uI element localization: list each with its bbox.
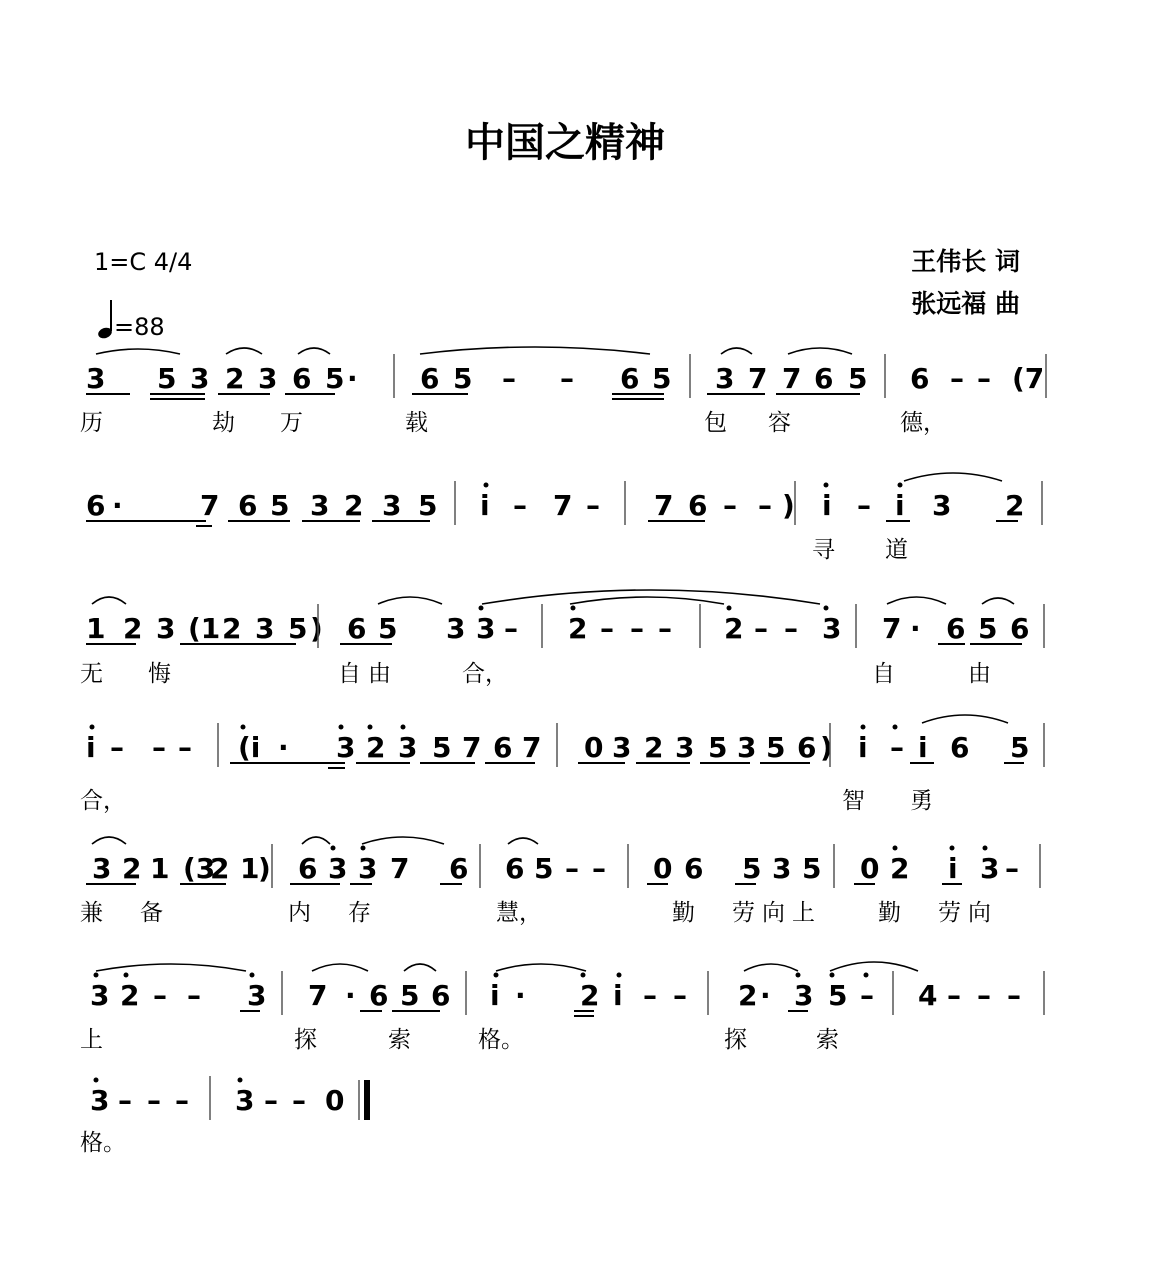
note-symbol: (1: [188, 612, 221, 645]
note-symbol: –: [513, 489, 527, 522]
note-symbol: i: [480, 489, 490, 522]
note-symbol: 2: [890, 852, 910, 885]
note-symbol: ): [258, 852, 271, 885]
note-symbol: ·: [347, 362, 358, 395]
notation-row: [80, 731, 1029, 814]
octave-dot: [617, 973, 622, 978]
note-symbol: 3: [932, 489, 952, 522]
note-symbol: 6: [620, 362, 640, 395]
octave-dot: [484, 483, 489, 488]
note-symbol: 2: [122, 852, 142, 885]
note-symbol: 3: [822, 612, 842, 645]
lyric-syllable: 慧，: [496, 900, 542, 926]
slur-arc: [830, 962, 918, 971]
octave-dot: [824, 483, 829, 488]
note-symbol: –: [1007, 979, 1021, 1012]
note-symbol: 3: [336, 731, 356, 764]
key-signature: 1=C 4/4: [94, 248, 193, 276]
note-symbol: 2: [344, 489, 364, 522]
note-symbol: 7: [748, 362, 768, 395]
slur-arc: [922, 715, 1008, 723]
note-symbol: 6: [238, 489, 258, 522]
tempo-text: =88: [114, 313, 165, 341]
note-symbol: i: [822, 489, 832, 522]
octave-dot: [90, 725, 95, 730]
note-symbol: 5: [766, 731, 786, 764]
note-symbol: 5: [432, 731, 452, 764]
note-symbol: –: [592, 852, 606, 885]
octave-dot: [94, 1078, 99, 1083]
note-symbol: 2: [366, 731, 386, 764]
note-symbol: 3: [255, 612, 275, 645]
note-symbol: –: [600, 612, 614, 645]
note-symbol: 3: [612, 731, 632, 764]
octave-dot: [250, 973, 255, 978]
lyric-syllable: 劫: [212, 410, 235, 436]
note-symbol: –: [152, 731, 166, 764]
note-symbol: 3: [446, 612, 466, 645]
lyric-syllable: 道: [885, 537, 908, 563]
note-symbol: ): [310, 612, 323, 645]
note-symbol: 2: [1005, 489, 1025, 522]
note-symbol: 2: [738, 979, 758, 1012]
lyric-syllable: 勤: [672, 900, 695, 926]
octave-dot: [861, 725, 866, 730]
note-symbol: 5: [978, 612, 998, 645]
note-symbol: 7: [308, 979, 328, 1012]
note-symbol: 5: [802, 852, 822, 885]
note-symbol: 5: [828, 979, 848, 1012]
note-symbol: –: [977, 362, 991, 395]
octave-dot: [94, 973, 99, 978]
note-symbol: ·: [278, 731, 289, 764]
octave-dot: [401, 725, 406, 730]
note-symbol: 6: [684, 852, 704, 885]
octave-dot: [983, 846, 988, 851]
note-symbol: 1: [150, 852, 170, 885]
slur-arc: [721, 348, 752, 354]
note-symbol: ): [782, 489, 795, 522]
lyric-syllable: 无: [80, 661, 103, 687]
lyric-syllable: 由: [368, 661, 391, 687]
note-symbol: 2: [644, 731, 664, 764]
note-symbol: 3: [156, 612, 176, 645]
slur-arc: [887, 597, 946, 604]
lyric-syllable: 探: [294, 1027, 317, 1053]
note-symbol: (i: [238, 731, 261, 764]
note-symbol: i: [948, 852, 958, 885]
notation-row: [80, 1084, 344, 1156]
slur-arc: [378, 597, 442, 604]
notation-rows: [80, 362, 1044, 1156]
lyric-syllable: 兼: [80, 900, 103, 926]
lyric-syllable: 自: [338, 661, 361, 687]
note-symbol: 5: [534, 852, 554, 885]
note-symbol: 3: [92, 852, 112, 885]
note-symbol: 5: [652, 362, 672, 395]
octave-dot: [893, 725, 898, 730]
note-symbol: 3: [794, 979, 814, 1012]
note-symbol: 3: [675, 731, 695, 764]
note-symbol: 7: [390, 852, 410, 885]
octave-dot: [368, 725, 373, 730]
slur-arc: [92, 597, 126, 604]
slur-arc: [496, 964, 586, 971]
note-symbol: 5: [453, 362, 473, 395]
slur-arc: [788, 348, 852, 354]
lyric-syllable: 合，: [462, 661, 508, 687]
lyric-syllable: 勇: [910, 788, 933, 814]
slur-arc: [312, 964, 368, 971]
note-symbol: 5: [848, 362, 868, 395]
note-symbol: 2: [580, 979, 600, 1012]
note-symbol: i: [858, 731, 868, 764]
note-symbol: 7: [882, 612, 902, 645]
note-symbol: 3: [328, 852, 348, 885]
octave-dot: [581, 973, 586, 978]
note-symbol: –: [857, 489, 871, 522]
lyric-syllable: 合，: [80, 788, 126, 814]
lyric-syllable: 智: [842, 788, 865, 814]
octave-dot: [824, 606, 829, 611]
note-symbol: 0: [860, 852, 880, 885]
note-symbol: –: [153, 979, 167, 1012]
lyric-syllable: 勤: [878, 900, 901, 926]
note-symbol: i: [490, 979, 500, 1012]
note-symbol: –: [502, 362, 516, 395]
octave-dot: [893, 846, 898, 851]
note-symbol: –: [565, 852, 579, 885]
note-symbol: 6: [950, 731, 970, 764]
note-symbol: 0: [653, 852, 673, 885]
note-symbol: –: [147, 1084, 161, 1117]
octave-dot: [494, 973, 499, 978]
octave-dot: [950, 846, 955, 851]
slur-arc: [508, 838, 538, 844]
note-symbol: i: [918, 731, 928, 764]
lyric-syllable: 劳: [732, 900, 755, 926]
tempo-mark: [97, 300, 165, 341]
slur-arc: [982, 598, 1014, 604]
slur-arc: [96, 964, 246, 971]
note-symbol: –: [890, 731, 904, 764]
note-symbol: –: [950, 362, 964, 395]
lyric-syllable: 存: [348, 900, 371, 926]
notation-row: [80, 362, 1044, 436]
note-symbol: 3: [235, 1084, 255, 1117]
note-symbol: –: [784, 612, 798, 645]
note-symbol: –: [560, 362, 574, 395]
note-symbol: 1: [86, 612, 106, 645]
note-symbol: –: [860, 979, 874, 1012]
lyric-syllable: 悔: [148, 661, 171, 687]
lyric-syllable: 寻: [812, 537, 835, 563]
note-symbol: –: [723, 489, 737, 522]
note-symbol: (3: [183, 852, 216, 885]
slur-arc: [744, 964, 798, 971]
note-symbol: –: [754, 612, 768, 645]
lyric-syllable: 向: [968, 900, 991, 926]
note-symbol: 2: [222, 612, 242, 645]
slur-arc: [904, 473, 1002, 481]
note-symbol: –: [292, 1084, 306, 1117]
lyric-syllable: 格。: [478, 1027, 524, 1053]
note-symbol: 5: [742, 852, 762, 885]
lyric-syllable: 历: [80, 410, 103, 436]
note-symbol: 6: [347, 612, 367, 645]
note-symbol: –: [187, 979, 201, 1012]
note-symbol: ·: [112, 489, 123, 522]
slur-arc: [96, 349, 180, 354]
note-symbol: i: [613, 979, 623, 1012]
note-symbol: 7: [553, 489, 573, 522]
lyric-syllable: 上: [80, 1027, 103, 1053]
note-symbol: ·: [910, 612, 921, 645]
lyric-syllable: 索: [388, 1027, 411, 1053]
note-symbol: 2: [123, 612, 143, 645]
note-symbol: –: [586, 489, 600, 522]
note-symbol: 2: [210, 852, 230, 885]
note-symbol: 3: [190, 362, 210, 395]
lyricist: 王伟长 词: [911, 247, 1020, 276]
note-symbol: 3: [772, 852, 792, 885]
note-symbol: ·: [345, 979, 356, 1012]
lyric-syllable: 劳: [938, 900, 961, 926]
note-symbol: 4: [918, 979, 938, 1012]
octave-dot: [864, 973, 869, 978]
note-symbol: –: [118, 1084, 132, 1117]
note-symbol: 6: [1010, 612, 1030, 645]
note-symbol: 3: [90, 979, 110, 1012]
note-symbol: 3: [86, 362, 106, 395]
final-bar-thick: [364, 1080, 370, 1120]
note-symbol: i: [895, 489, 905, 522]
note-symbol: 7: [654, 489, 674, 522]
note-symbol: –: [264, 1084, 278, 1117]
note-symbol: 6: [420, 362, 440, 395]
note-symbol: –: [947, 979, 961, 1012]
note-symbol: 6: [814, 362, 834, 395]
note-symbol: 6: [797, 731, 817, 764]
octave-dot: [124, 973, 129, 978]
note-symbol: 3: [980, 852, 1000, 885]
lyric-syllable: 载: [405, 410, 428, 436]
note-symbol: 6: [505, 852, 525, 885]
slur-arc: [570, 597, 724, 604]
note-symbol: 5: [288, 612, 308, 645]
lyric-syllable: 备: [140, 900, 163, 926]
note-symbol: 7: [462, 731, 482, 764]
note-symbol: ): [820, 731, 833, 764]
notation-row: [80, 612, 1029, 687]
slur-arc: [298, 348, 330, 354]
note-symbol: –: [758, 489, 772, 522]
note-symbol: 6: [449, 852, 469, 885]
octave-dot: [241, 725, 246, 730]
slur-arc: [92, 837, 126, 844]
slur-arc: [404, 964, 436, 971]
note-symbol: i: [86, 731, 96, 764]
note-symbol: 7: [200, 489, 220, 522]
note-symbol: ·: [760, 979, 771, 1012]
notation-row: [80, 852, 1019, 926]
note-symbol: 6: [431, 979, 451, 1012]
note-symbol: ·: [515, 979, 526, 1012]
note-symbol: 5: [1010, 731, 1030, 764]
octave-dot: [571, 606, 576, 611]
lyric-syllable: 格。: [80, 1130, 126, 1156]
note-symbol: 3: [90, 1084, 110, 1117]
note-symbol: 3: [737, 731, 757, 764]
note-symbol: –: [175, 1084, 189, 1117]
note-symbol: 6: [688, 489, 708, 522]
octave-dot: [331, 846, 336, 851]
notation-row: [80, 979, 1021, 1053]
note-symbol: 5: [418, 489, 438, 522]
note-symbol: –: [658, 612, 672, 645]
note-symbol: 5: [400, 979, 420, 1012]
note-symbol: 5: [378, 612, 398, 645]
note-symbol: –: [643, 979, 657, 1012]
octave-dot: [898, 483, 903, 488]
lyric-syllable: 索: [816, 1027, 839, 1053]
note-symbol: 1: [240, 852, 260, 885]
slur-arc: [362, 837, 444, 844]
octave-dot: [339, 725, 344, 730]
note-symbol: 6: [910, 362, 930, 395]
lyric-syllable: 德，: [900, 410, 946, 436]
note-symbol: 3: [358, 852, 378, 885]
octave-dot: [361, 846, 366, 851]
lyric-syllable: 向: [762, 900, 785, 926]
note-symbol: 3: [258, 362, 278, 395]
lyric-syllable: 由: [968, 661, 991, 687]
note-symbol: 3: [398, 731, 418, 764]
composer: 张远福 曲: [911, 289, 1020, 318]
note-symbol: (7: [1012, 362, 1045, 395]
lyric-syllable: 内: [288, 900, 311, 926]
octave-dot: [796, 973, 801, 978]
note-symbol: 6: [369, 979, 389, 1012]
slur-arc: [226, 348, 262, 354]
lyric-syllable: 上: [792, 900, 815, 926]
note-symbol: 6: [86, 489, 106, 522]
note-symbol: 0: [584, 731, 604, 764]
octave-dot: [479, 606, 484, 611]
note-symbol: 2: [724, 612, 744, 645]
note-symbol: 5: [157, 362, 177, 395]
slur-arc: [420, 347, 650, 354]
note-symbol: 7: [522, 731, 542, 764]
slur-arc: [302, 837, 330, 844]
note-symbol: 2: [568, 612, 588, 645]
octave-dot: [830, 973, 835, 978]
note-symbol: –: [977, 979, 991, 1012]
note-symbol: 0: [325, 1084, 345, 1117]
note-symbol: 5: [270, 489, 290, 522]
note-symbol: –: [504, 612, 518, 645]
note-symbol: 7: [782, 362, 802, 395]
note-symbol: 3: [382, 489, 402, 522]
note-symbol: 3: [476, 612, 496, 645]
lyric-syllable: 万: [280, 410, 303, 436]
notation-row: [86, 489, 1024, 563]
note-symbol: 6: [946, 612, 966, 645]
octave-dot: [238, 1078, 243, 1083]
note-symbol: 5: [325, 362, 345, 395]
song-title: 中国之精神: [465, 119, 665, 166]
note-symbol: 3: [247, 979, 267, 1012]
note-symbol: 2: [225, 362, 245, 395]
note-symbol: 6: [292, 362, 312, 395]
note-symbol: –: [630, 612, 644, 645]
note-symbol: 2: [120, 979, 140, 1012]
note-symbol: 3: [715, 362, 735, 395]
note-symbol: 6: [298, 852, 318, 885]
lyric-syllable: 包: [704, 410, 727, 436]
note-symbol: –: [673, 979, 687, 1012]
lyric-syllable: 探: [724, 1027, 747, 1053]
octave-dot: [727, 606, 732, 611]
note-symbol: 5: [708, 731, 728, 764]
note-symbol: 3: [310, 489, 330, 522]
note-symbol: –: [178, 731, 192, 764]
note-symbol: 6: [493, 731, 513, 764]
lyric-syllable: 自: [872, 661, 895, 687]
note-symbol: –: [1005, 852, 1019, 885]
note-symbol: –: [110, 731, 124, 764]
lyric-syllable: 容: [768, 410, 791, 436]
